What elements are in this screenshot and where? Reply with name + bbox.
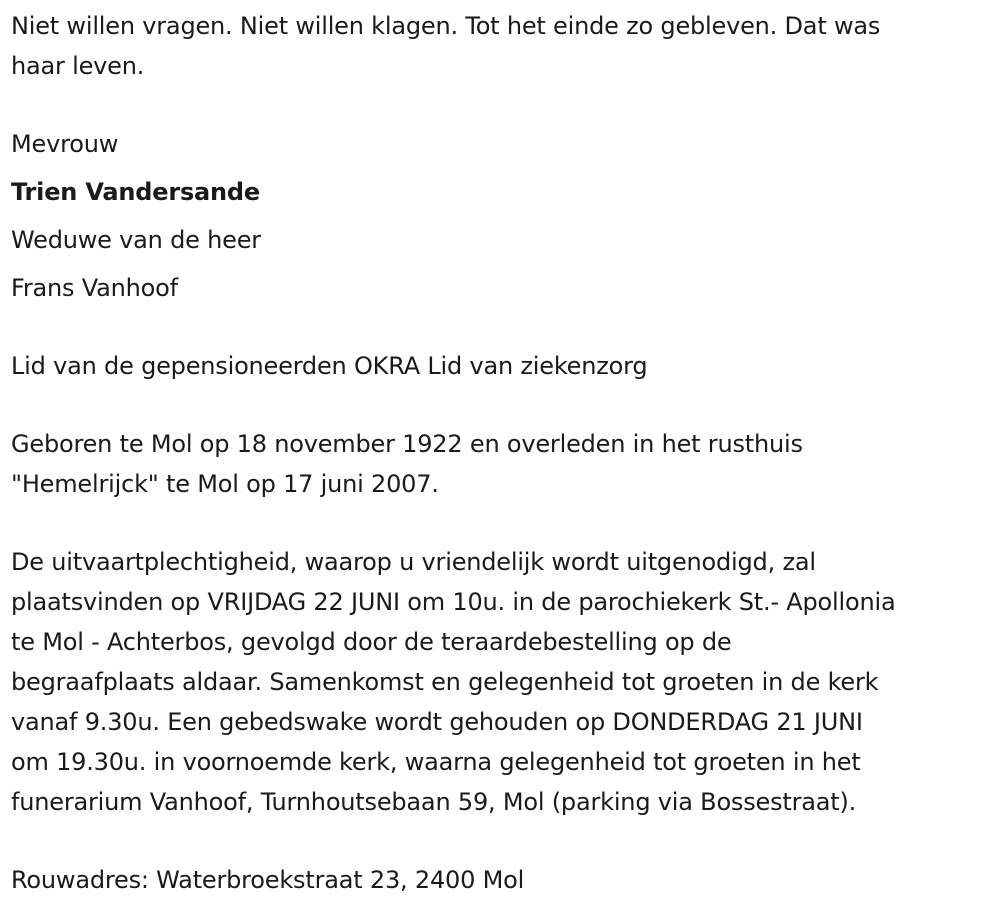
mourning-address: Rouwadres: Waterbroekstraat 23, 2400 Mol (11, 866, 525, 894)
birth-death-line: "Hemelrijck" te Mol op 17 juni 2007. (11, 470, 439, 498)
ceremony-line: om 19.30u. in voornoemde kerk, waarna gelegenheid tot groeten in het (11, 748, 861, 776)
ceremony-line: plaatsvinden op VRIJDAG 22 JUNI om 10u. in de parochiekerk St.- Apollonia (11, 588, 896, 616)
relation-line: Weduwe van de heer (11, 226, 261, 254)
membership-line: Lid van de gepensioneerden OKRA Lid van ziekenzorg (11, 352, 648, 380)
intro-line: haar leven. (11, 52, 145, 80)
obituary-document (11, 0, 996, 900)
ceremony-line: vanaf 9.30u. Een gebedswake wordt gehouden op DONDERDAG 21 JUNI (11, 708, 863, 736)
ceremony-line: De uitvaartplechtigheid, waarop u vriendelijk wordt uitgenodigd, zal (11, 548, 816, 576)
salutation: Mevrouw (11, 130, 119, 158)
intro-line: Niet willen vragen. Niet willen klagen. Tot het einde zo gebleven. Dat was (11, 12, 881, 40)
ceremony-paragraph (11, 542, 996, 822)
intro-paragraph (11, 6, 996, 86)
relation-line: Frans Vanhoof (11, 274, 178, 302)
birth-death-paragraph (11, 424, 996, 504)
deceased-name: Trien Vandersande (11, 178, 260, 206)
birth-death-line: Geboren te Mol op 18 november 1922 en overleden in het rusthuis (11, 430, 803, 458)
ceremony-line: begraafplaats aldaar. Samenkomst en gelegenheid tot groeten in de kerk (11, 668, 879, 696)
ceremony-line: funerarium Vanhoof, Turnhoutsebaan 59, Mol (parking via Bossestraat). (11, 788, 857, 816)
ceremony-line: te Mol - Achterbos, gevolgd door de teraardebestelling op de (11, 628, 732, 656)
